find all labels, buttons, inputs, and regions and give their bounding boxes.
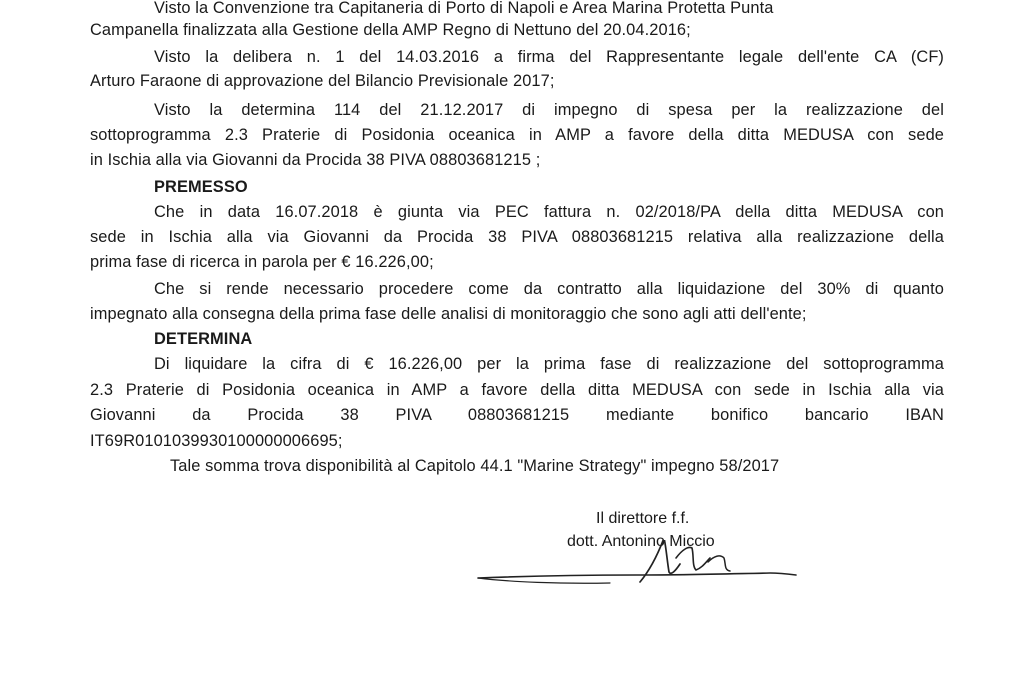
signatory-name: dott. Antonino Miccio xyxy=(567,533,715,550)
signatory-title: Il direttore f.f. xyxy=(596,510,690,527)
body-line-9: Che in data 16.07.2018 è giunta via PEC fattura n. 02/2018/PA della ditta MEDUSA con xyxy=(154,203,944,221)
body-line-4: Arturo Faraone di approvazione del Bilancio Previsionale 2017; xyxy=(90,72,555,90)
body-line-15: Di liquidare la cifra di € 16.226,00 per la prima fase di realizzazione del sottoprogramma xyxy=(154,355,944,373)
body-line-13: impegnato alla consegna della prima fase delle analisi di monitoraggio che sono agli atti dell'ente; xyxy=(90,305,807,323)
body-line-3: Visto la delibera n. 1 del 14.03.2016 a firma del Rappresentante legale dell'ente CA (CF) xyxy=(154,48,944,66)
handwritten-signature xyxy=(470,540,810,600)
body-line-2: Campanella finalizzata alla Gestione della AMP Regno di Nettuno del 20.04.2016; xyxy=(90,21,691,39)
body-line-10: sede in Ischia alla via Giovanni da Procida 38 PIVA 08803681215 relativa alla realizzazione della xyxy=(90,228,944,246)
body-line-18: IT69R0101039930100000006695; xyxy=(90,432,343,450)
body-line-1: Visto la Convenzione tra Capitaneria di Porto di Napoli e Area Marina Protetta Punta xyxy=(154,0,774,17)
body-line-19: Tale somma trova disponibilità al Capitolo 44.1 "Marine Strategy" impegno 58/2017 xyxy=(170,457,780,475)
body-line-5: Visto la determina 114 del 21.12.2017 di impegno di spesa per la realizzazione del xyxy=(154,101,944,119)
body-line-12: Che si rende necessario procedere come da contratto alla liquidazione del 30% di quanto xyxy=(154,280,944,298)
body-line-16: 2.3 Praterie di Posidonia oceanica in AMP a favore della ditta MEDUSA con sede in Ischia alla via xyxy=(90,381,944,399)
section-heading-premesso: PREMESSO xyxy=(154,178,248,196)
body-line-11: prima fase di ricerca in parola per € 16.226,00; xyxy=(90,253,434,271)
body-line-6: sottoprogramma 2.3 Praterie di Posidonia oceanica in AMP a favore della ditta MEDUSA con sede xyxy=(90,126,944,144)
body-line-7: in Ischia alla via Giovanni da Procida 38 PIVA 08803681215 ; xyxy=(90,151,541,169)
section-heading-determina: DETERMINA xyxy=(154,330,253,348)
body-line-17: Giovanni da Procida 38 PIVA 08803681215 mediante bonifico bancario IBAN xyxy=(90,406,944,424)
